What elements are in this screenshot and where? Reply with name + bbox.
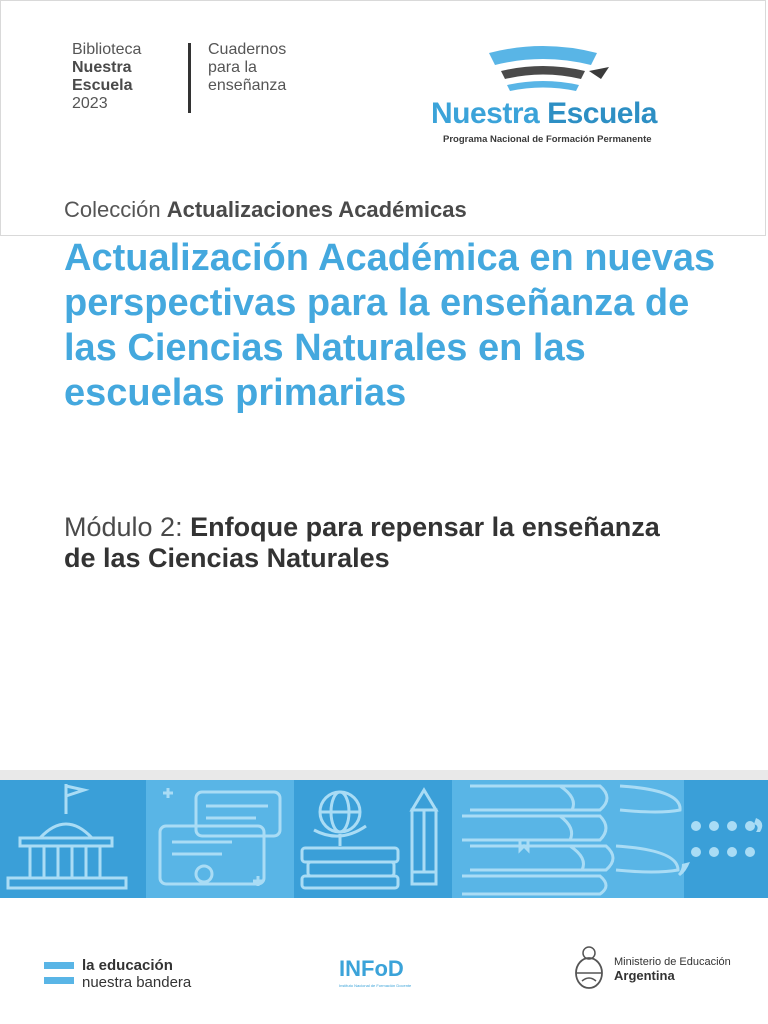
header-divider	[188, 43, 191, 113]
programa-subtitle: Programa Nacional de Formación Permanente	[443, 134, 652, 145]
cuadernos-line-2: para la	[208, 59, 257, 76]
argentina-flag-icon	[44, 960, 74, 986]
banner-top-strip	[0, 770, 768, 780]
infod-logo: INFoD	[339, 956, 404, 981]
cuadernos-line-3: enseñanza	[208, 77, 287, 94]
biblioteca-line-1: Biblioteca	[72, 41, 142, 58]
educacion-bandera-logo	[82, 957, 191, 991]
biblioteca-line-2: Nuestra	[72, 59, 132, 76]
biblioteca-nuestra-escuela-label	[72, 41, 141, 113]
wordmark-part-1: Nuestra	[431, 97, 540, 130]
biblioteca-year: 2023	[72, 95, 108, 112]
modulo-number: Módulo 2:	[64, 512, 183, 542]
biblioteca-line-3: Escuela	[72, 77, 133, 94]
modulo-name: Enfoque para repensar la enseñanza de las Ciencias Naturales	[64, 512, 660, 573]
educacion-line-2: nuestra bandera	[82, 974, 192, 991]
wordmark-part-2: Escuela	[547, 97, 657, 130]
nuestra-escuela-wordmark	[431, 97, 657, 131]
infod-subtitle: Instituto Nacional de Formación Docente	[339, 983, 412, 988]
educacion-line-1: la educación	[82, 957, 173, 974]
coleccion-label	[64, 197, 467, 223]
ministerio-educacion-logo	[614, 956, 731, 982]
document-title: Actualización Académica en nuevas perspectivas para la enseñanza de las Ciencias Naturales en las escuelas primarias	[64, 237, 716, 414]
ministerio-line-1: Ministerio de Educación	[614, 956, 731, 968]
ministerio-country: Argentina	[614, 968, 675, 983]
coleccion-name: Actualizaciones Académicas	[166, 197, 467, 222]
modulo-heading	[64, 512, 684, 574]
national-coat-of-arms-icon	[572, 945, 606, 991]
coleccion-prefix: Colección	[64, 197, 161, 222]
nuestra-escuela-arc-icon	[431, 41, 676, 97]
illustrated-banner	[0, 780, 768, 898]
nuestra-escuela-logo	[431, 41, 676, 153]
cuadernos-label	[208, 41, 286, 95]
cuadernos-line-1: Cuadernos	[208, 41, 287, 58]
